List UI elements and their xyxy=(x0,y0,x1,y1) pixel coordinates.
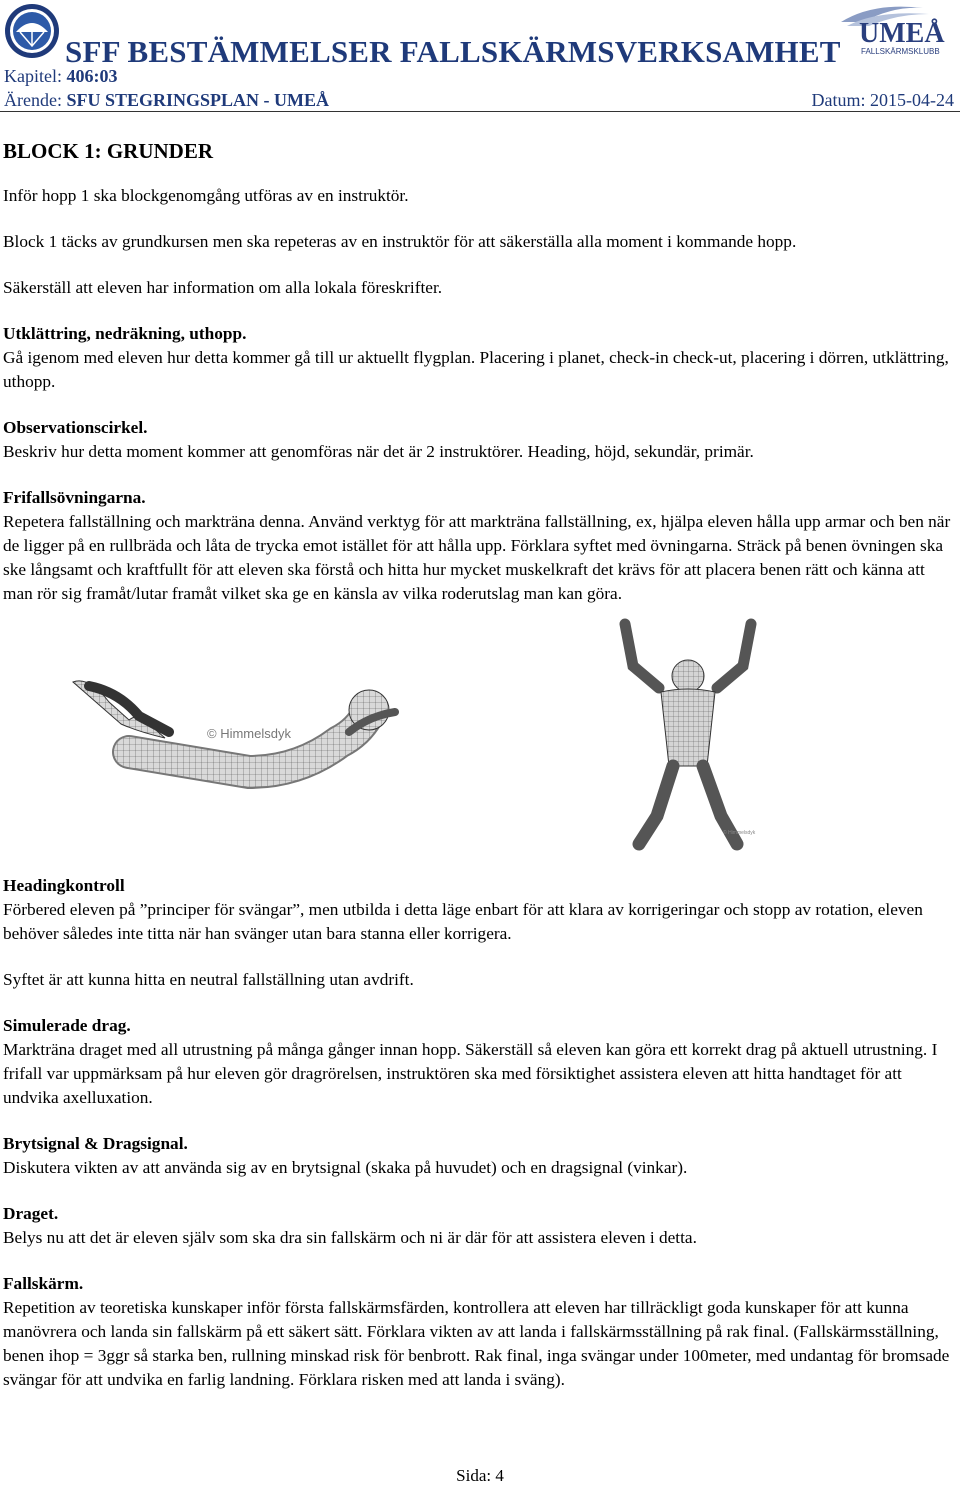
section-heading: Draget. xyxy=(3,1204,59,1223)
intro-paragraph: Inför hopp 1 ska blockgenomgång utföras av en instruktör. xyxy=(3,186,409,205)
chapter-line xyxy=(4,66,117,87)
section-body: Diskutera vikten av att använda sig av en brytsignal (skaka på huvudet) och en dragsignal (vinkar). xyxy=(3,1158,688,1177)
page-footer xyxy=(0,1466,960,1486)
chapter-label: Kapitel: xyxy=(4,66,62,86)
arende-label: Ärende: xyxy=(4,90,62,110)
block-title: BLOCK 1: GRUNDER xyxy=(3,139,214,163)
header-title: SFF BESTÄMMELSER FALLSKÄRMSVERKSAMHET xyxy=(65,34,841,69)
section-body: Syftet är att kunna hitta en neutral fallställning utan avdrift. xyxy=(3,970,414,989)
header-divider xyxy=(0,111,960,112)
section-body: Belys nu att det är eleven själv som ska dra sin fallskärm och ni är där för att assistera eleven i detta. xyxy=(3,1228,697,1247)
figure-watermark: © Himmelsdyk xyxy=(207,726,291,741)
arched-body-side-figure xyxy=(69,672,399,832)
section-body: Markträna draget med all utrustning på många gånger innan hopp. Säkerställ så eleven kan göra ett korrekt drag på aktuell utrustning. I frifall var uppmärksam på hur eleven gör dragrörelsen, instruktören ska med försiktighet assistera eleven att hitta handtaget för att undvika axelluxation. xyxy=(3,1040,938,1107)
datum-line xyxy=(812,90,955,111)
logo-right-subtext: FALLSKÄRMSKLUBB xyxy=(861,47,940,56)
section-body: Repetition av teoretiska kunskaper inför första fallskärmsfärden, kontrollera att eleven har tillräckligt goda kunskaper för att kunna manövrera och landa sin fallskärm på ett säkert sätt. Förklara vikten av att landa i fallskärmsställning på rak final. (Fallskärmsställning, benen ihop = 3ggr så starka ben, rullning minskad risk för benbrott. Rak final, inga svängar under 100meter, med undantag för bromsade svängar för att undvika en farlig landning. Förklara risken med att landa i sväng). xyxy=(3,1298,950,1389)
datum-value: 2015-04-24 xyxy=(870,90,954,110)
section-body: Beskriv hur detta moment kommer att genomföras när det är 2 instruktörer. Heading, höjd, sekundär, primär. xyxy=(3,442,754,461)
section-body: Repetera fallställning och markträna denna. Använd verktyg för att markträna fallställning, ex, hjälpa eleven hålla upp armar och ben när de ligger på en rullbräda och låta de trycka emot istället för att hålla upp. Förklara syftet med övningarna. Sträck på benen övningen ska ske långsamt och kraftfullt för att eleven ska förstå och hitta hur mycket muskelkraft det krävs för att placera benen rätt och känna att man rör sig framåt/lutar framåt vilket ska ge en känsla av vilka roderutslag man kan göra. xyxy=(3,512,951,603)
box-position-front-figure xyxy=(603,616,773,856)
section-heading: Simulerade drag. xyxy=(3,1016,131,1035)
section-heading: Fallskärm. xyxy=(3,1274,84,1293)
section-body: Förbered eleven på ”principer för svängar”, men utbilda i detta läge enbart för att klara av korrigeringar och stopp av rotation, eleven behöver således inte titta när han svänger utan bara stanna eller korrigera. xyxy=(3,900,923,943)
section-heading: Utklättring, nedräkning, uthopp. xyxy=(3,324,247,343)
section-utklattring xyxy=(3,322,956,394)
section-headingkontroll xyxy=(3,874,956,946)
section-draget xyxy=(3,1202,956,1250)
section-heading: Headingkontroll xyxy=(3,876,125,895)
sff-logo-icon xyxy=(3,2,61,60)
section-brytsignal xyxy=(3,1132,956,1180)
document-header xyxy=(0,0,960,112)
section-simulerade-drag xyxy=(3,1014,956,1110)
arende-line xyxy=(4,90,329,111)
figure-watermark: © Himmelsdyk xyxy=(723,830,756,836)
section-heading: Observationscirkel. xyxy=(3,418,148,437)
freefall-figures xyxy=(3,616,956,866)
section-heading: Frifallsövningarna. xyxy=(3,488,146,507)
section-syftet xyxy=(3,968,956,992)
page-number: 4 xyxy=(495,1466,504,1485)
section-fallskarm xyxy=(3,1272,956,1392)
intro-paragraph: Säkerställ att eleven har information om alla lokala föreskrifter. xyxy=(3,278,443,297)
logo-right-text: UMEÅ xyxy=(859,18,945,49)
intro-paragraph: Block 1 täcks av grundkursen men ska repeteras av en instruktör för att säkerställa alla moment i kommande hopp. xyxy=(3,232,797,251)
arende-value: SFU STEGRINGSPLAN - UMEÅ xyxy=(66,90,330,110)
document-body xyxy=(3,138,956,1414)
chapter-value: 406:03 xyxy=(66,66,118,86)
section-heading: Brytsignal & Dragsignal. xyxy=(3,1134,188,1153)
section-frifallsovningarna xyxy=(3,486,956,606)
section-observationscirkel xyxy=(3,416,956,464)
datum-label: Datum: xyxy=(811,90,866,110)
page-label: Sida: xyxy=(456,1466,492,1485)
section-body: Gå igenom med eleven hur detta kommer gå till ur aktuellt flygplan. Placering i planet, check-in check-ut, placering i dörren, utklättring, uthopp. xyxy=(3,348,949,391)
umea-club-logo-icon xyxy=(833,0,957,60)
